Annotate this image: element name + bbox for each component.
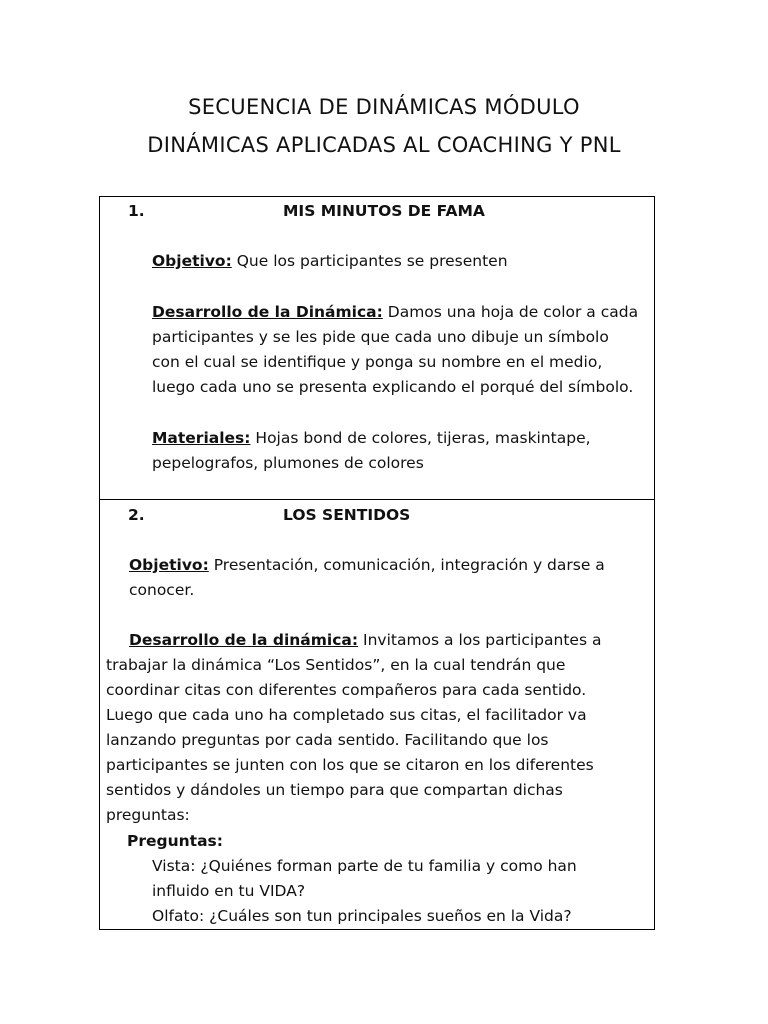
section-1-development-line-2: participantes y se les pide que cada uno dibuje un símbolo xyxy=(152,328,609,346)
document-title-line-1: SECUENCIA DE DINÁMICAS MÓDULO xyxy=(188,95,580,119)
dynamics-table xyxy=(99,196,655,930)
section-2-development-line-6: participantes se junten con los que se citaron en los diferentes xyxy=(106,756,594,774)
section-2-question-1-cont: influido en tu VIDA? xyxy=(152,882,306,900)
section-2-question-2: Olfato: ¿Cuáles son tun principales sueños en la Vida? xyxy=(152,907,572,925)
development-text: Invitamos a los participantes a xyxy=(363,631,602,649)
objective-label: Objetivo: xyxy=(152,252,232,270)
section-1-heading: MIS MINUTOS DE FAMA xyxy=(283,202,485,220)
section-1-objective xyxy=(152,254,508,270)
section-divider xyxy=(100,499,654,500)
document-title-line-2: DINÁMICAS APLICADAS AL COACHING Y PNL xyxy=(147,133,621,157)
section-2-development-line-7: sentidos y dándoles un tiempo para que compartan dichas xyxy=(106,781,563,799)
objective-text: Presentación, comunicación, integración y darse a xyxy=(213,556,605,574)
section-2-objective-line-1 xyxy=(129,558,605,574)
section-2-development-line-3: coordinar citas con diferentes compañeros para cada sentido. xyxy=(106,681,587,699)
section-2-development-line-5: lanzando preguntas por cada sentido. Facilitando que los xyxy=(106,731,549,749)
section-2-heading: LOS SENTIDOS xyxy=(283,506,411,524)
section-2-development-line-1 xyxy=(129,633,601,649)
objective-text: Que los participantes se presenten xyxy=(236,252,508,270)
section-1-number: 1. xyxy=(128,202,145,220)
section-2-development-line-4: Luego que cada uno ha completado sus citas, el facilitador va xyxy=(106,706,587,724)
section-1-development-line-1 xyxy=(152,305,638,321)
objective-label: Objetivo: xyxy=(129,556,209,574)
development-label: Desarrollo de la dinámica: xyxy=(129,631,359,649)
section-1-development-line-3: con el cual se identifique y ponga su nombre en el medio, xyxy=(152,353,603,371)
development-label: Desarrollo de la Dinámica: xyxy=(152,303,383,321)
section-2-objective-line-2: conocer. xyxy=(129,581,195,599)
section-2-question-1: Vista: ¿Quiénes forman parte de tu familia y como han xyxy=(152,857,577,875)
section-2-development-line-8: preguntas: xyxy=(106,806,190,824)
section-2-questions-label: Preguntas: xyxy=(127,832,223,850)
development-text: Damos una hoja de color a cada xyxy=(387,303,639,321)
section-2-development-line-2: trabajar la dinámica “Los Sentidos”, en la cual tendrán que xyxy=(106,656,566,674)
section-2-number: 2. xyxy=(128,506,145,524)
section-1-materials-line-1 xyxy=(152,431,591,447)
section-1-development-line-4: luego cada uno se presenta explicando el porqué del símbolo. xyxy=(152,378,634,396)
section-1-materials-line-2: pepelografos, plumones de colores xyxy=(152,454,424,472)
materials-label: Materiales: xyxy=(152,429,251,447)
materials-text: Hojas bond de colores, tijeras, maskintape, xyxy=(255,429,591,447)
